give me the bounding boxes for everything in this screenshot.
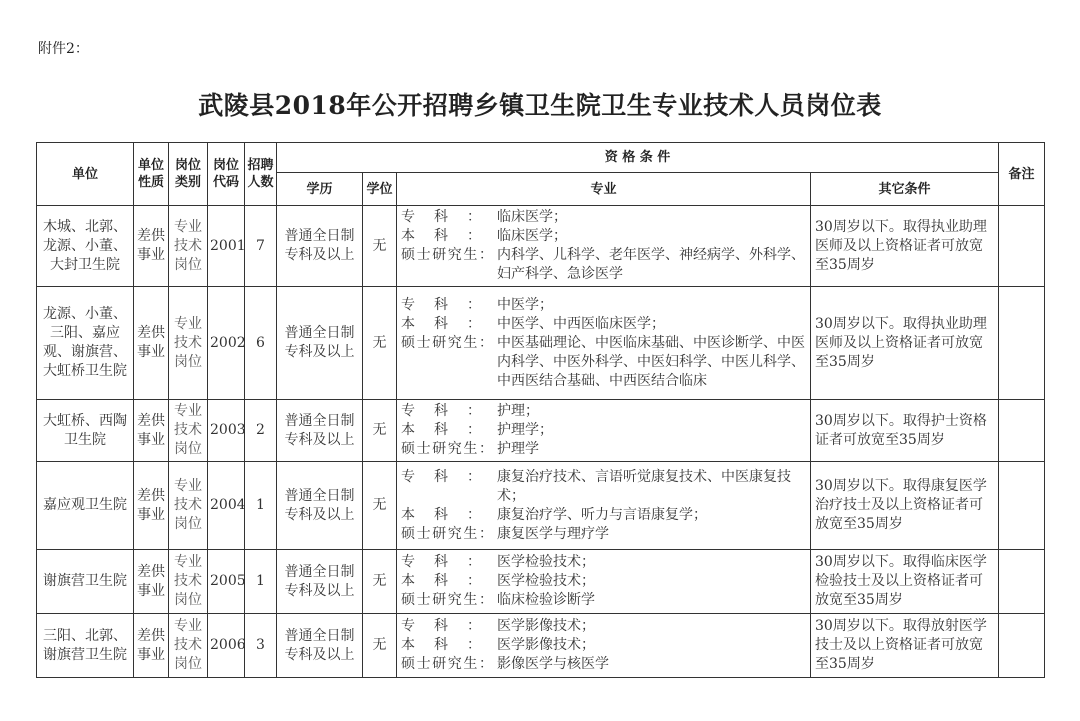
major-line [401,208,806,227]
major-line [401,315,806,334]
major-level-label: 本科： [401,573,481,589]
unit-cell: 木城、北郭、龙源、小董、大封卫生院 [37,206,134,287]
table-row [37,400,1045,462]
major-line [401,636,806,655]
header-degree: 学位 [363,173,397,206]
code-cell: 2002 [208,287,245,400]
remark-cell [999,206,1045,287]
major-cell [397,550,811,614]
count-cell: 1 [245,462,277,550]
header-code: 岗位代码 [208,143,245,206]
major-line [401,468,806,506]
unit-cell: 谢旗营卫生院 [37,550,134,614]
code-cell: 2006 [208,614,245,678]
header-nature: 单位性质 [134,143,169,206]
major-value: 临床医学； [497,209,567,225]
major-level-label: 本科： [401,315,481,332]
header-category: 岗位类别 [169,143,208,206]
major-level-label: 本科： [401,228,481,244]
major-value: 医学影像技术； [497,637,595,653]
major-level-label: 专科： [401,554,481,570]
remark-cell [999,287,1045,400]
education-cell: 普通全日制专科及以上 [277,614,363,678]
major-cell [397,206,811,287]
major-value: 影像医学与核医学 [497,656,609,672]
table-row [37,462,1045,550]
header-qualification: 资 格 条 件 [277,143,999,173]
major-value: 康复医学与理疗学 [497,525,609,542]
major-value: 护理学 [497,441,539,457]
major-level-label: 专科： [401,618,481,634]
other-cell: 30周岁以下。取得执业助理医师及以上资格证者可放宽至35周岁 [811,206,999,287]
major-level-label: 硕士研究生： [401,592,493,608]
header-count: 招聘人数 [245,143,277,206]
degree-cell: 无 [363,462,397,550]
other-cell: 30周岁以下。取得放射医学技士及以上资格证者可放宽至35周岁 [811,614,999,678]
education-cell: 普通全日制专科及以上 [277,206,363,287]
other-cell: 30周岁以下。取得临床医学检验技士及以上资格证者可放宽至35周岁 [811,550,999,614]
major-level-label: 本科： [401,422,481,438]
major-line [401,506,806,525]
major-cell [397,400,811,462]
major-cell [397,462,811,550]
major-value: 内科学、儿科学、老年医学、神经病学、外科学、妇产科学、急诊医学 [497,247,805,282]
other-cell: 30周岁以下。取得护士资格证者可放宽至35周岁 [811,400,999,462]
remark-cell [999,400,1045,462]
unit-cell: 三阳、北郭、谢旗营卫生院 [37,614,134,678]
remark-cell [999,614,1045,678]
major-value: 康复治疗技术、言语听觉康复技术、中医康复技术； [497,468,791,504]
degree-cell: 无 [363,400,397,462]
table-row [37,206,1045,287]
count-cell: 6 [245,287,277,400]
table-row [37,287,1045,400]
major-level-label: 专科： [401,296,481,313]
unit-cell: 嘉应观卫生院 [37,462,134,550]
unit-cell: 大虹桥、西陶卫生院 [37,400,134,462]
category-cell: 专业技术岗位 [169,614,208,678]
major-value: 医学检验技术； [497,554,595,570]
category-cell: 专业技术岗位 [169,550,208,614]
major-value: 医学检验技术； [497,573,595,589]
degree-cell: 无 [363,550,397,614]
major-line [401,421,806,440]
positions-table [36,142,1045,678]
nature-cell: 差供事业 [134,462,169,550]
major-line [401,553,806,572]
major-line [401,525,806,544]
attachment-label: 附件2： [38,41,89,57]
major-value: 康复治疗学、听力与言语康复学； [497,506,707,523]
major-line [401,655,806,674]
education-cell: 普通全日制专科及以上 [277,550,363,614]
education-cell: 普通全日制专科及以上 [277,400,363,462]
count-cell: 2 [245,400,277,462]
major-value: 医学影像技术； [497,618,595,634]
major-value: 临床医学； [497,228,567,244]
major-cell [397,614,811,678]
category-cell: 专业技术岗位 [169,400,208,462]
major-level-label: 专科： [401,468,481,485]
header-remark: 备注 [999,143,1045,206]
major-level-label: 硕士研究生： [401,441,493,457]
nature-cell: 差供事业 [134,614,169,678]
unit-cell: 龙源、小董、三阳、嘉应观、谢旗营、大虹桥卫生院 [37,287,134,400]
code-cell: 2004 [208,462,245,550]
major-value: 中医学； [497,296,553,313]
nature-cell: 差供事业 [134,287,169,400]
major-level-label: 专科： [401,209,481,225]
header-unit: 单位 [37,143,134,206]
table-row [37,550,1045,614]
header-major: 专业 [397,173,811,206]
major-level-label: 硕士研究生： [401,334,493,351]
category-cell: 专业技术岗位 [169,287,208,400]
major-line [401,617,806,636]
degree-cell: 无 [363,287,397,400]
major-value: 护理； [497,403,539,419]
education-cell: 普通全日制专科及以上 [277,287,363,400]
count-cell: 3 [245,614,277,678]
major-level-label: 硕士研究生： [401,247,493,263]
code-cell: 2003 [208,400,245,462]
major-line [401,591,806,610]
major-line [401,440,806,459]
major-line [401,334,806,391]
major-line [401,296,806,315]
major-value: 中医基础理论、中医临床基础、中医诊断学、中医内科学、中医外科学、中医妇科学、中医儿科学、中西医结合基础、中西医结合临床 [497,334,805,389]
major-line [401,246,806,284]
major-line [401,572,806,591]
major-level-label: 专科： [401,403,481,419]
nature-cell: 差供事业 [134,400,169,462]
degree-cell: 无 [363,614,397,678]
remark-cell [999,462,1045,550]
major-level-label: 本科： [401,506,481,523]
major-line [401,227,806,246]
degree-cell: 无 [363,206,397,287]
major-level-label: 本科： [401,637,481,653]
header-education: 学历 [277,173,363,206]
table-row [37,614,1045,678]
major-level-label: 硕士研究生： [401,525,493,542]
category-cell: 专业技术岗位 [169,462,208,550]
major-line [401,402,806,421]
count-cell: 7 [245,206,277,287]
count-cell: 1 [245,550,277,614]
other-cell: 30周岁以下。取得执业助理医师及以上资格证者可放宽至35周岁 [811,287,999,400]
code-cell: 2001 [208,206,245,287]
education-cell: 普通全日制专科及以上 [277,462,363,550]
remark-cell [999,550,1045,614]
major-cell [397,287,811,400]
major-value: 临床检验诊断学 [497,592,595,608]
major-value: 中医学、中西医临床医学； [497,315,665,332]
major-value: 护理学； [497,422,553,438]
nature-cell: 差供事业 [134,550,169,614]
nature-cell: 差供事业 [134,206,169,287]
other-cell: 30周岁以下。取得康复医学治疗技士及以上资格证者可放宽至35周岁 [811,462,999,550]
page-title: 武陵县2018年公开招聘乡镇卫生院卫生专业技术人员岗位表 [198,91,882,120]
code-cell: 2005 [208,550,245,614]
category-cell: 专业技术岗位 [169,206,208,287]
major-level-label: 硕士研究生： [401,656,493,672]
header-other: 其它条件 [811,173,999,206]
